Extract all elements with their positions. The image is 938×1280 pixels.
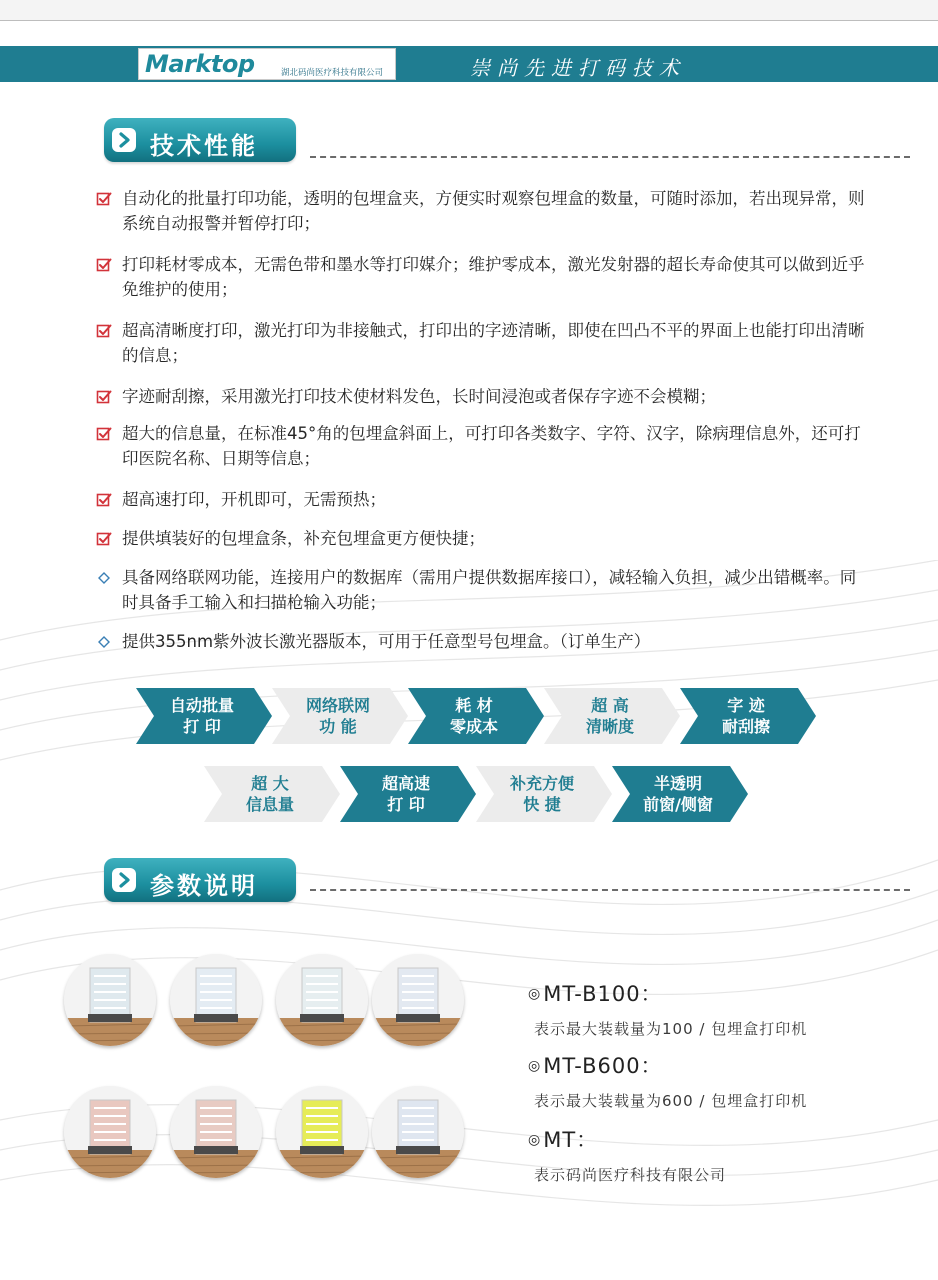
product-photo (170, 1086, 262, 1178)
flow-step-line1: 自动批量 (169, 696, 234, 715)
header-slogan: 崇尚先进打码技术 (470, 56, 686, 80)
feature-item (96, 421, 866, 471)
check-box-icon (96, 389, 112, 405)
flow-step (408, 688, 544, 744)
model-mt (528, 1124, 726, 1185)
bullet-icon: ◎ (528, 986, 542, 1002)
check-box-icon (96, 257, 112, 273)
bullet-icon: ◎ (528, 1058, 542, 1074)
diamond-icon (96, 570, 112, 586)
feature-text: 打印耗材零成本，无需色带和墨水等打印媒介；维护零成本，激光发射器的超长寿命使其可以做到近乎免维护的使用； (122, 255, 865, 299)
flow-step (136, 688, 272, 744)
bullet-icon: ◎ (528, 1132, 542, 1148)
flow-step (204, 766, 340, 822)
flow-step (476, 766, 612, 822)
product-photo (372, 954, 464, 1046)
feature-item (96, 384, 866, 409)
feature-item (96, 186, 866, 236)
feature-text: 超高清晰度打印，激光打印为非接触式，打印出的字迹清晰，即使在凹凸不平的界面上也能打印出清晰的信息； (122, 321, 865, 365)
flow-step-line2: 耐刮擦 (721, 717, 770, 736)
flow-step (340, 766, 476, 822)
model-b600 (528, 1050, 807, 1111)
flow-step-line2: 快 捷 (523, 795, 561, 814)
feature-item (96, 629, 866, 654)
product-photo (276, 1086, 368, 1178)
section-divider (310, 156, 910, 158)
feature-text: 提供填装好的包埋盒条，补充包埋盒更方便快捷； (122, 529, 485, 548)
feature-item (96, 318, 866, 368)
flow-step (680, 688, 816, 744)
flow-step-line1: 超高速 (381, 774, 430, 793)
check-box-icon (96, 531, 112, 547)
product-photo (64, 1086, 156, 1178)
feature-item (96, 252, 866, 302)
model-name: MT-B600： (543, 1054, 663, 1078)
diamond-icon (96, 634, 112, 650)
model-desc: 表示最大装载量为100 / 包埋盒打印机 (534, 1020, 808, 1038)
feature-text: 超大的信息量，在标准45°角的包埋盒斜面上，可打印各类数字、字符、汉字，除病理信息外，还可打印医院名称、日期等信息； (122, 424, 861, 468)
section-header-params (104, 858, 296, 902)
section-header-tech (104, 118, 296, 162)
feature-text: 提供355nm紫外波长激光器版本，可用于任意型号包埋盒。（订单生产） (122, 632, 651, 651)
product-photo (276, 954, 368, 1046)
product-photo (64, 954, 156, 1046)
feature-list (96, 186, 866, 654)
flow-step-line2: 信息量 (245, 795, 294, 814)
model-desc: 表示码尚医疗科技有限公司 (534, 1166, 727, 1184)
flow-step-line2: 零成本 (449, 717, 498, 736)
section-title: 参数说明 (150, 872, 258, 900)
section-divider (310, 889, 910, 891)
flow-step-line2: 功 能 (319, 717, 357, 736)
feature-item (96, 565, 866, 615)
feature-item (96, 487, 866, 512)
model-b100 (528, 978, 807, 1039)
product-photo (372, 1086, 464, 1178)
flow-step-line2: 前窗/侧窗 (643, 795, 713, 814)
flow-step-line2: 清晰度 (585, 717, 634, 736)
flow-step-line1: 半透明 (653, 774, 702, 793)
flow-step-line1: 超 高 (591, 696, 629, 715)
company-logo (138, 48, 396, 80)
flow-step (544, 688, 680, 744)
feature-text: 自动化的批量打印功能，透明的包埋盒夹，方便实时观察包埋盒的数量，可随时添加，若出现异常，则系统自动报警并暂停打印； (122, 189, 865, 233)
feature-item (96, 526, 866, 551)
page-top-frame (0, 0, 938, 21)
logo-company-name: 湖北码尚医疗科技有限公司 (281, 68, 384, 78)
flow-step-line1: 耗 材 (455, 696, 493, 715)
model-name: MT： (543, 1128, 599, 1152)
flow-step-line1: 补充方便 (509, 774, 574, 793)
flow-step-line1: 网络联网 (305, 696, 370, 715)
flow-step (272, 688, 408, 744)
logo-wordmark: Marktop (145, 50, 255, 78)
chevron-right-icon (112, 128, 136, 152)
check-box-icon (96, 426, 112, 442)
feature-text: 字迹耐刮擦，采用激光打印技术使材料发色，长时间浸泡或者保存字迹不会模糊； (122, 387, 716, 406)
flow-step-line2: 打 印 (183, 717, 221, 736)
chevron-right-icon (112, 868, 136, 892)
flow-step (612, 766, 748, 822)
check-box-icon (96, 323, 112, 339)
model-name: MT-B100： (543, 982, 663, 1006)
flow-step-line1: 超 大 (251, 774, 289, 793)
flow-step-line1: 字 迹 (727, 696, 765, 715)
feature-text: 具备网络联网功能，连接用户的数据库（需用户提供数据库接口），减轻输入负担，减少出错概率。同时具备手工输入和扫描枪输入功能； (122, 568, 857, 612)
flow-step-line2: 打 印 (387, 795, 425, 814)
check-box-icon (96, 191, 112, 207)
feature-text: 超高速打印，开机即可，无需预热； (122, 490, 386, 509)
check-box-icon (96, 492, 112, 508)
model-desc: 表示最大装载量为600 / 包埋盒打印机 (534, 1092, 808, 1110)
section-title: 技术性能 (150, 132, 258, 160)
product-photo (170, 954, 262, 1046)
